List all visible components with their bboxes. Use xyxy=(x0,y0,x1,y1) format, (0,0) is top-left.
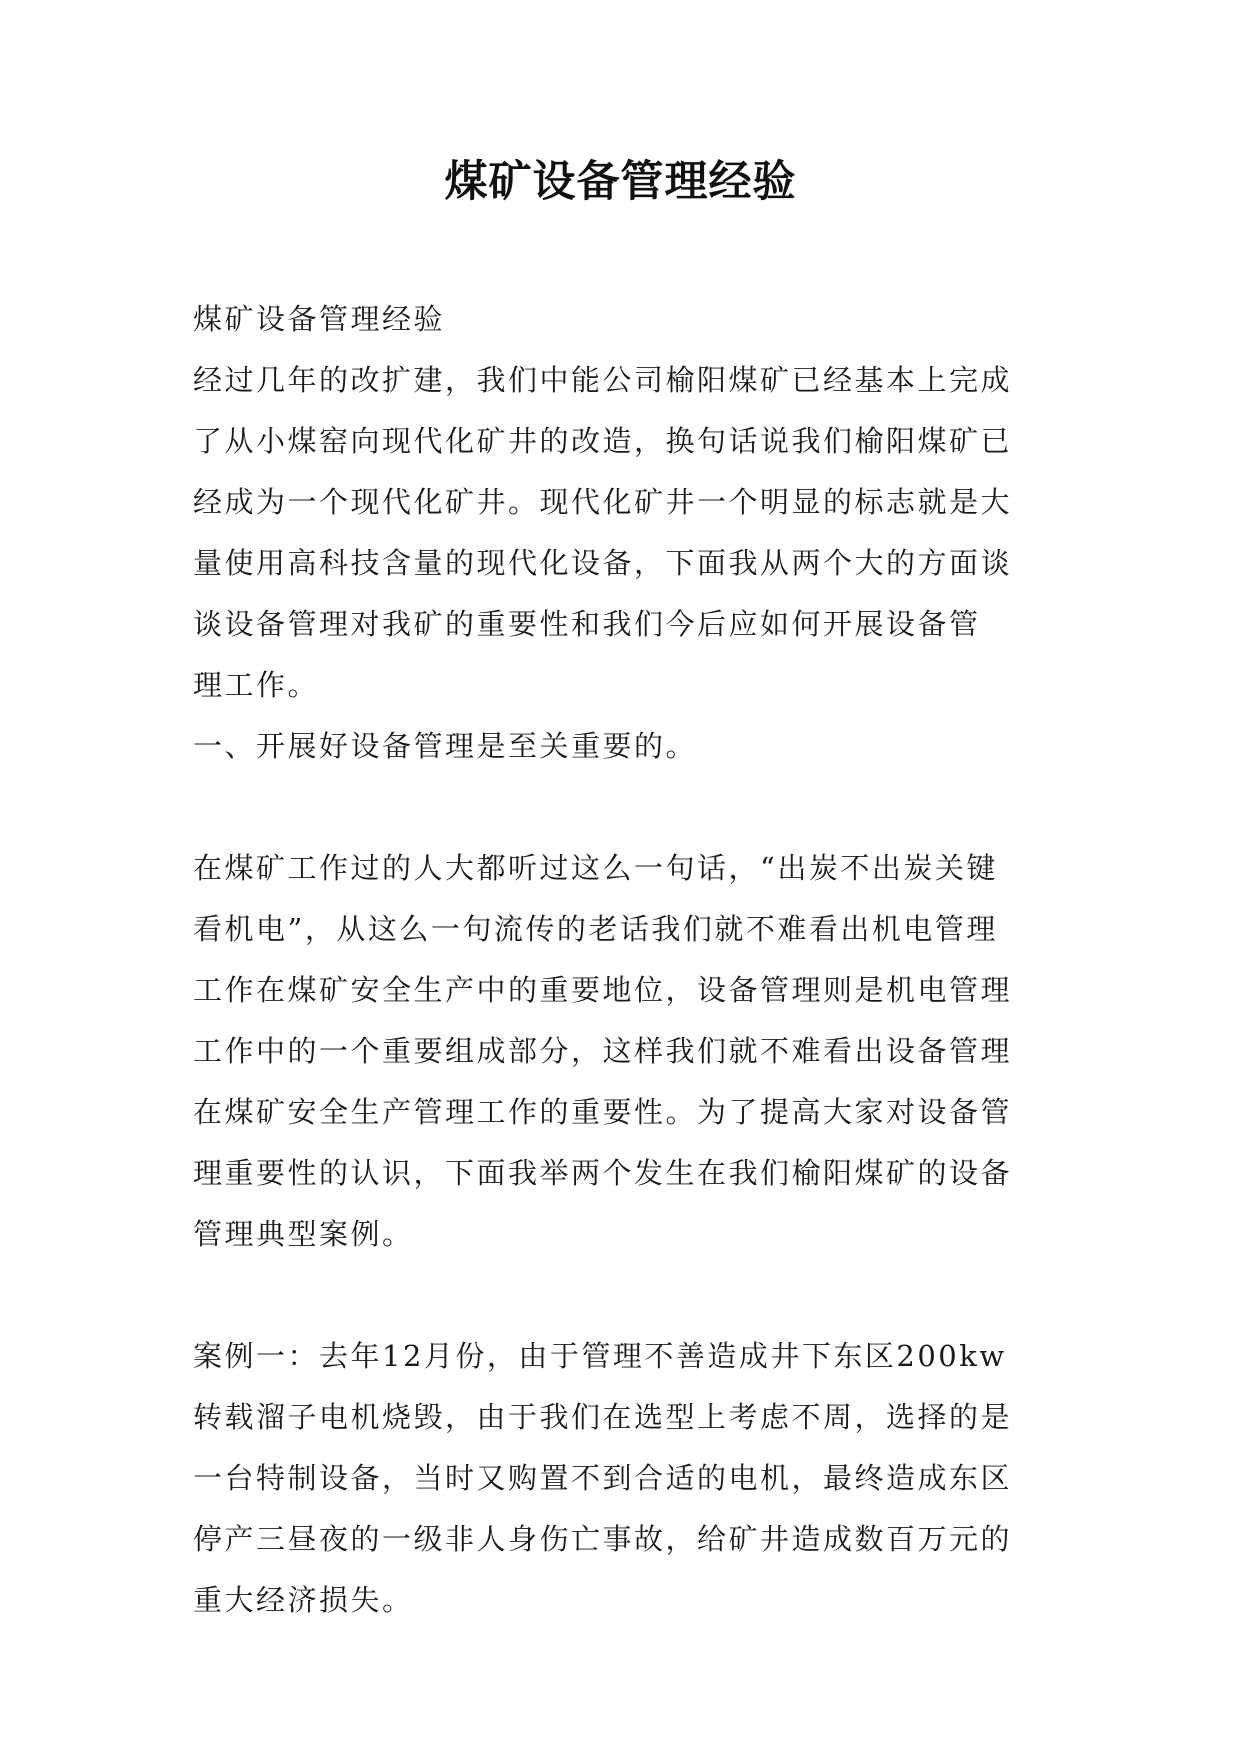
paragraph-line: 工作中的一个重要组成部分，这样我们就不难看出设备管理 xyxy=(193,1034,1013,1068)
paragraph-line: 转载溜子电机烧毁，由于我们在选型上考虑不周，选择的是 xyxy=(193,1400,1013,1434)
paragraph-line: 理工作。 xyxy=(193,668,320,702)
blank-line xyxy=(193,777,1049,838)
paragraph-line: 理重要性的认识，下面我举两个发生在我们榆阳煤矿的设备 xyxy=(193,1156,1013,1190)
paragraph-line: 煤矿设备管理经验 xyxy=(193,302,446,336)
paragraph-line: 案例一：去年12月份，由于管理不善造成井下东区200kw xyxy=(193,1339,1007,1373)
paragraph-line: 工作在煤矿安全生产中的重要地位，设备管理则是机电管理 xyxy=(193,973,1013,1007)
section-heading: 一、开展好设备管理是至关重要的。 xyxy=(193,729,698,763)
paragraph-line: 一台特制设备，当时又购置不到合适的电机，最终造成东区 xyxy=(193,1461,1013,1495)
paragraph-line: 管理典型案例。 xyxy=(193,1217,414,1251)
paragraph-line: 了从小煤窑向现代化矿井的改造，换句话说我们榆阳煤矿已 xyxy=(193,424,1013,458)
paragraph-line: 经成为一个现代化矿井。现代化矿井一个明显的标志就是大 xyxy=(193,485,1013,519)
document-title: 煤矿设备管理经验 xyxy=(444,157,797,207)
blank-line xyxy=(193,1265,1049,1326)
paragraph-line: 重大经济损失。 xyxy=(193,1583,414,1617)
paragraph-line: 看机电”，从这么一句流传的老话我们就不难看出机电管理 xyxy=(193,912,998,946)
paragraph-line: 停产三昼夜的一级非人身伤亡事故，给矿井造成数百万元的 xyxy=(193,1522,1013,1556)
document-body xyxy=(193,289,1049,1631)
paragraph-line: 经过几年的改扩建，我们中能公司榆阳煤矿已经基本上完成 xyxy=(193,363,1013,397)
paragraph-line: 谈设备管理对我矿的重要性和我们今后应如何开展设备管 xyxy=(193,607,981,641)
paragraph-line: 量使用高科技含量的现代化设备，下面我从两个大的方面谈 xyxy=(193,546,1013,580)
paragraph-line: 在煤矿工作过的人大都听过这么一句话，“出炭不出炭关键 xyxy=(193,851,998,885)
paragraph-line: 在煤矿安全生产管理工作的重要性。为了提高大家对设备管 xyxy=(193,1095,1013,1129)
